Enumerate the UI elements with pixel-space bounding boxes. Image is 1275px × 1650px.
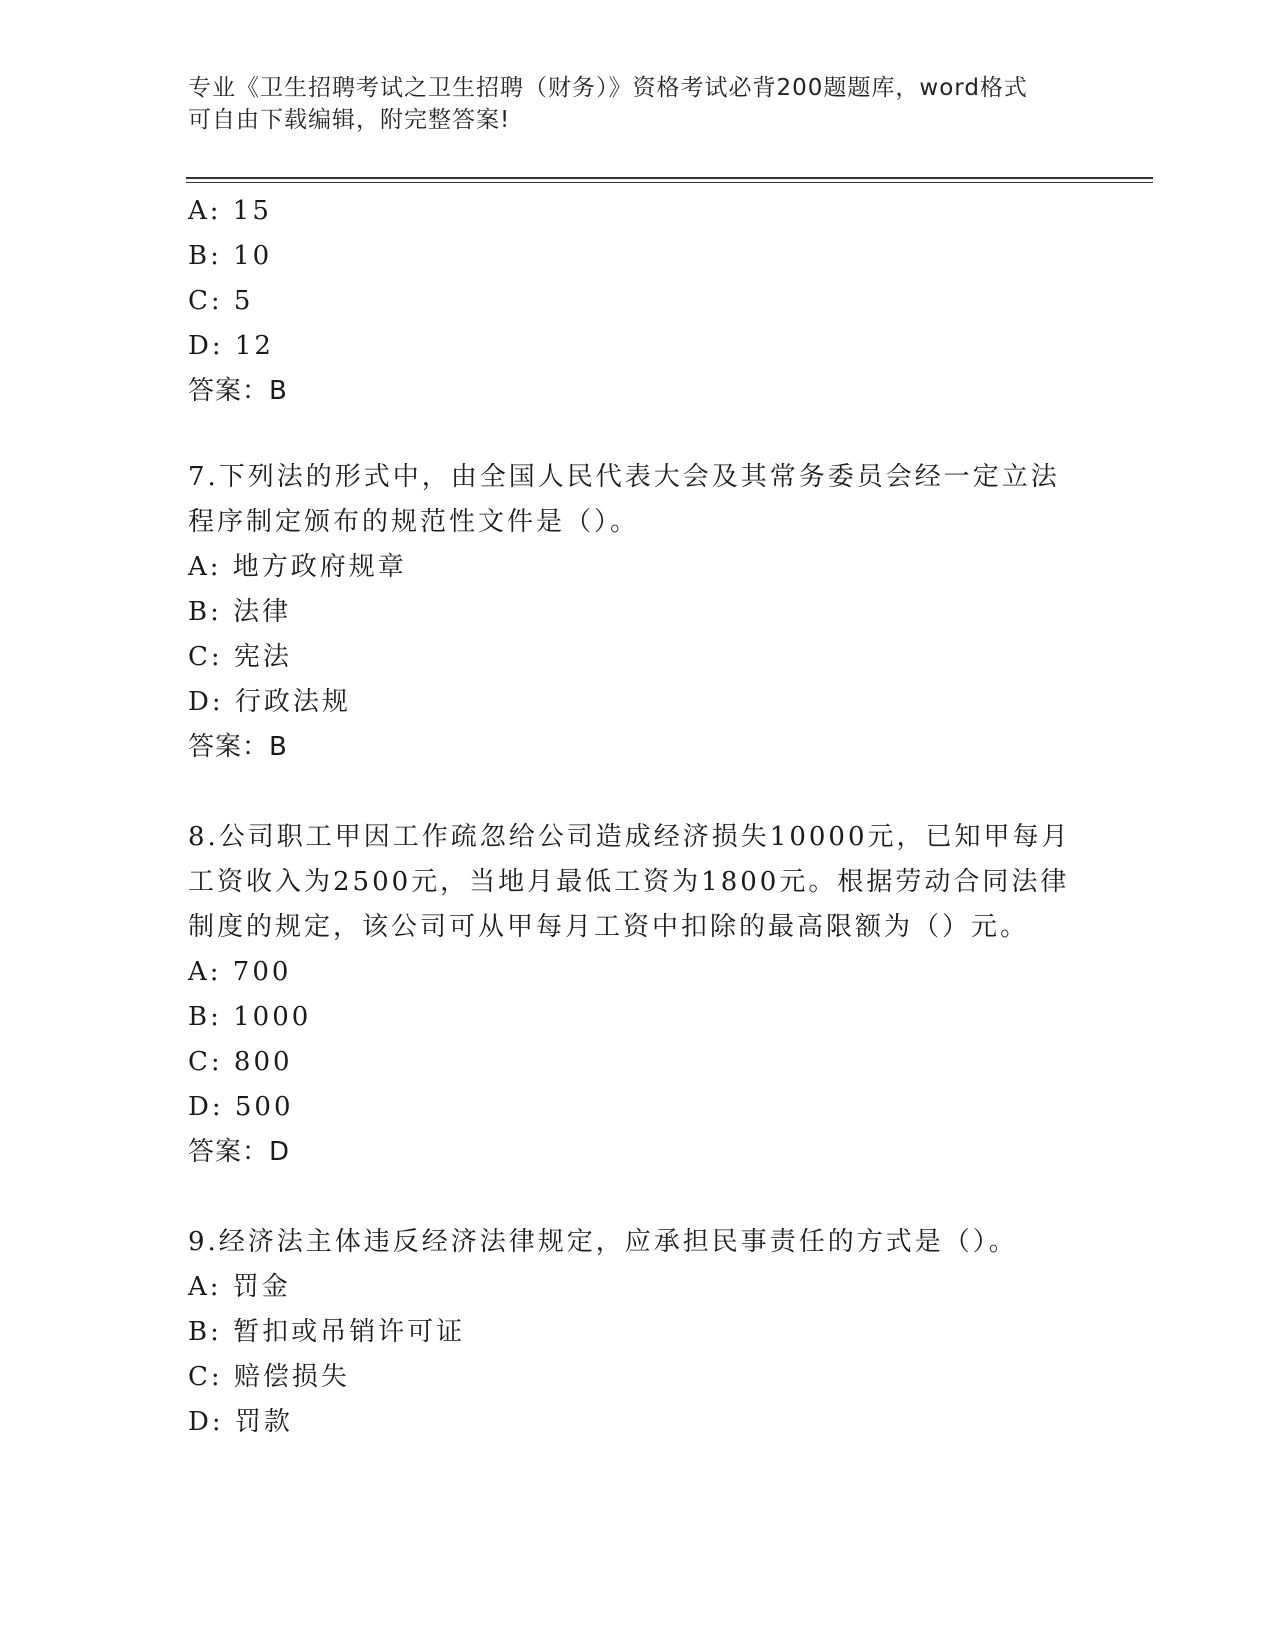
question-stem-line-2: 程序制定颁布的规范性文件是（）。 [188, 507, 640, 537]
answer-line: 答案：B [188, 376, 288, 406]
option-a: A: 罚金 [188, 1272, 291, 1302]
question-stem-line-2: 工资收入为2500元，当地月最低工资为1800元。根据劳动合同法律 [188, 867, 1070, 897]
question-stem-line-3: 制度的规定，该公司可从甲每月工资中扣除的最高限额为（）元。 [188, 912, 1030, 942]
option-d: D: 12 [188, 331, 274, 361]
option-b: B: 法律 [188, 597, 292, 627]
option-a: A: 700 [188, 957, 292, 987]
answer-line: 答案：B [188, 732, 288, 762]
question-stem-line-1: 7.下列法的形式中，由全国人民代表大会及其常务委员会经一定立法 [188, 462, 1060, 492]
answer-line: 答案：D [188, 1137, 291, 1167]
document-header [188, 72, 1068, 136]
option-c: C: 赔偿损失 [188, 1362, 350, 1392]
question-stem-line-1: 8.公司职工甲因工作疏忽给公司造成经济损失10000元，已知甲每月 [188, 822, 1071, 852]
header-divider-thick [186, 177, 1153, 179]
option-c: C: 5 [188, 286, 254, 316]
option-d: D: 罚款 [188, 1407, 293, 1437]
option-b: B: 1000 [188, 1002, 312, 1032]
option-d: D: 行政法规 [188, 687, 351, 717]
option-d: D: 500 [188, 1092, 294, 1122]
option-c: C: 宪法 [188, 642, 292, 672]
header-title-line-2: 可自由下载编辑，附完整答案! [188, 107, 511, 133]
header-title-line-1: 专业《卫生招聘考试之卫生招聘（财务）》资格考试必背200题题库，word格式 [188, 75, 1028, 101]
question-stem-line-1: 9.经济法主体违反经济法律规定，应承担民事责任的方式是（）。 [188, 1227, 1018, 1257]
header-divider-thin [186, 182, 1153, 183]
option-a: A: 地方政府规章 [188, 552, 407, 582]
option-b: B: 10 [188, 241, 273, 271]
option-b: B: 暂扣或吊销许可证 [188, 1317, 466, 1347]
option-c: C: 800 [188, 1047, 293, 1077]
option-a: A: 15 [188, 196, 272, 226]
